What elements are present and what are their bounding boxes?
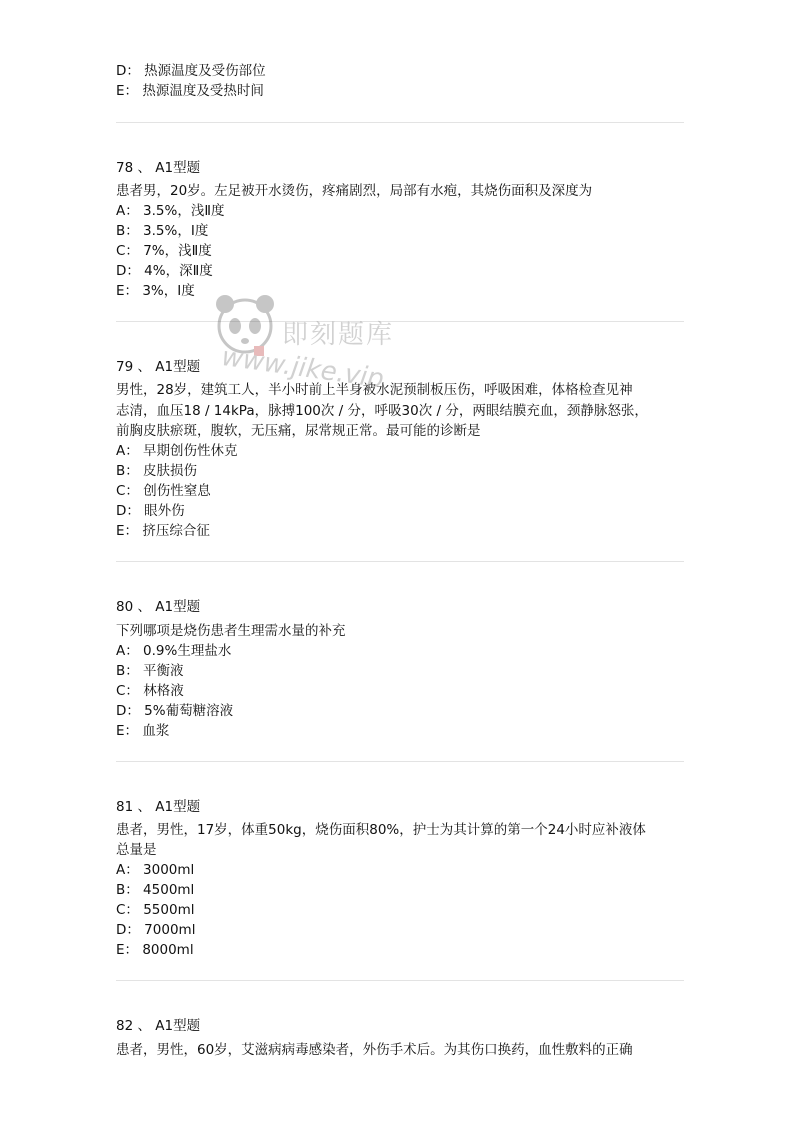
panda-logo-icon: [212, 286, 282, 366]
q79-stem-line-1: 男性，28岁，建筑工人，半小时前上半身被水泥预制板压伤，呼吸困难，体格检查见神: [116, 382, 633, 398]
q81-header: 81 、 A1型题: [116, 799, 201, 815]
q79-option-a: A： 早期创伤性休克: [116, 443, 238, 459]
q78-stem: 患者男，20岁。左足被开水烫伤，疼痛剧烈，局部有水疱，其烧伤面积及深度为: [116, 183, 593, 199]
q78-option-c: C： 7%，浅Ⅱ度: [116, 243, 212, 259]
q79-option-e: E： 挤压综合征: [116, 523, 210, 539]
q80-option-a: A： 0.9%生理盐水: [116, 643, 232, 659]
divider: [116, 321, 684, 322]
q80-stem: 下列哪项是烧伤患者生理需水量的补充: [116, 623, 346, 639]
q81-option-d: D： 7000ml: [116, 922, 196, 938]
q82-stem-line-1: 患者，男性，60岁，艾滋病病毒感染者，外伤手术后。为其伤口换药，血性敷料的正确: [116, 1042, 633, 1058]
q78-header: 78 、 A1型题: [116, 160, 201, 176]
watermark-brand: 即刻题库: [282, 320, 395, 350]
q80-option-b: B： 平衡液: [116, 663, 184, 679]
q79-header: 79 、 A1型题: [116, 359, 201, 375]
q81-option-e: E： 8000ml: [116, 942, 194, 958]
q81-option-a: A： 3000ml: [116, 862, 195, 878]
q80-option-c: C： 林格液: [116, 683, 184, 699]
q79-option-b: B： 皮肤损伤: [116, 463, 198, 479]
divider: [116, 122, 684, 123]
q77-option-e: E： 热源温度及受热时间: [116, 83, 264, 99]
divider: [116, 761, 684, 762]
divider: [116, 980, 684, 981]
divider: [116, 561, 684, 562]
q78-option-d: D： 4%，深Ⅱ度: [116, 263, 213, 279]
q81-stem-line-2: 总量是: [116, 842, 157, 858]
q80-option-e: E： 血浆: [116, 723, 170, 739]
q77-option-d: D： 热源温度及受伤部位: [116, 63, 266, 79]
q79-stem-line-3: 前胸皮肤瘀斑，腹软，无压痛，尿常规正常。最可能的诊断是: [116, 423, 481, 439]
watermark-url: www.jike.vip: [219, 342, 386, 395]
watermark: [212, 286, 442, 395]
q82-header: 82 、 A1型题: [116, 1018, 201, 1034]
q78-option-e: E： 3%，Ⅰ度: [116, 283, 195, 299]
q79-stem-line-2: 志清，血压18 / 14kPa，脉搏100次 / 分，呼吸30次 / 分，两眼结膜充血，颈静脉怒张，: [116, 403, 648, 419]
q80-header: 80 、 A1型题: [116, 599, 201, 615]
q81-option-c: C： 5500ml: [116, 902, 195, 918]
q79-option-d: D： 眼外伤: [116, 503, 185, 519]
q79-option-c: C： 创伤性窒息: [116, 483, 211, 499]
q80-option-d: D： 5%葡萄糖溶液: [116, 703, 234, 719]
q81-option-b: B： 4500ml: [116, 882, 195, 898]
q81-stem-line-1: 患者，男性，17岁，体重50kg，烧伤面积80%，护士为其计算的第一个24小时应补液体: [116, 822, 646, 838]
q78-option-b: B： 3.5%，Ⅰ度: [116, 223, 209, 239]
q78-option-a: A： 3.5%，浅Ⅱ度: [116, 203, 225, 219]
